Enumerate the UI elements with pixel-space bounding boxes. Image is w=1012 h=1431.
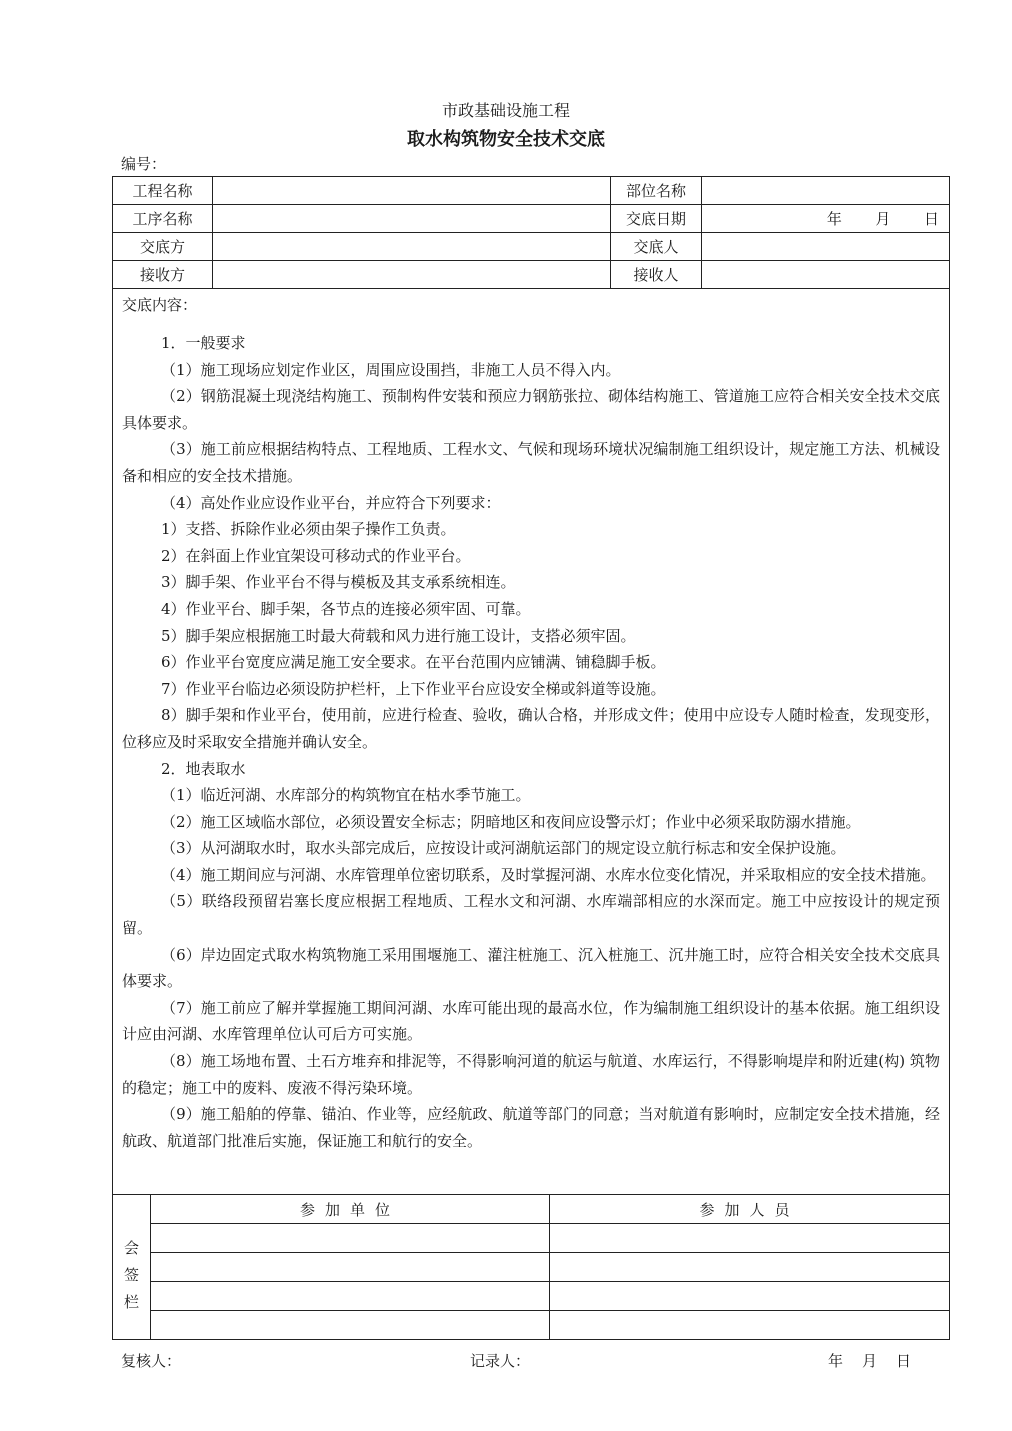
side-char: 签 — [123, 1265, 139, 1284]
unit-cell[interactable] — [151, 1282, 550, 1311]
person-cell[interactable] — [550, 1311, 950, 1340]
issuer-value[interactable] — [213, 233, 611, 261]
content-paragraph: 3）脚手架、作业平台不得与模板及其支承系统相连。 — [161, 573, 516, 592]
countersign-row — [113, 1224, 950, 1253]
process-name-value[interactable] — [213, 205, 611, 233]
info-row-issuer — [113, 233, 950, 261]
receiver-person-label: 接收人 — [611, 261, 702, 289]
project-name-label: 工程名称 — [113, 177, 213, 205]
content-section — [112, 289, 950, 1195]
receiver-value[interactable] — [213, 261, 611, 289]
date-day: 日 — [923, 210, 939, 228]
info-row-receiver — [113, 261, 950, 289]
content-paragraph: （7）施工前应了解并掌握施工期间河湖、水库可能出现的最高水位，作为编制施工组织设计的基本依据。施工组织设计应由河湖、水库管理单位认可后方可实施。 — [122, 998, 940, 1044]
countersign-row — [113, 1282, 950, 1311]
content-paragraph: （3）从河湖取水时，取水头部完成后，应按设计或河湖航运部门的规定设立航行标志和安全保护设施。 — [161, 839, 846, 858]
content-paragraph: 4）作业平台、脚手架，各节点的连接必须牢固、可靠。 — [161, 599, 531, 618]
issuer-label: 交底方 — [113, 233, 213, 261]
reviewer-label: 复核人： — [121, 1352, 182, 1370]
content-paragraph: 5）脚手架应根据施工时最大荷载和风力进行施工设计，支搭必须牢固。 — [161, 626, 636, 645]
content-paragraph: （1）施工现场应划定作业区，周围应设围挡，非施工人员不得入内。 — [161, 360, 621, 379]
content-paragraph: （2）施工区域临水部位，必须设置安全标志；阴暗地区和夜间应设警示灯；作业中必须采取防溺水措施。 — [161, 812, 861, 831]
content-paragraph: （2）钢筋混凝土现浇结构施工、预制构件安装和预应力钢筋张拉、砌体结构施工、管道施工应符合相关安全技术交底具体要求。 — [122, 387, 940, 432]
content-paragraph: （5）联络段预留岩塞长度应根据工程地质、工程水文和河湖、水库端部相应的水深而定。施工中应按设计的规定预留。 — [122, 892, 940, 938]
content-paragraph: 8）脚手架和作业平台，使用前，应进行检查、验收，确认合格，并形成文件；使用中应设专人随时检查，发现变形，位移应及时采取安全措施并确认安全。 — [122, 706, 940, 751]
content-paragraph: 2）在斜面上作业宜架设可移动式的作业平台。 — [161, 546, 471, 565]
side-char: 会 — [123, 1238, 139, 1257]
unit-cell[interactable] — [151, 1224, 550, 1253]
position-name-label: 部位名称 — [611, 177, 702, 205]
content-paragraph: 7）作业平台临边必须设防护栏杆，上下作业平台应设安全梯或斜道等设施。 — [161, 679, 666, 698]
receiver-label: 接收方 — [113, 261, 213, 289]
unit-cell[interactable] — [151, 1311, 550, 1340]
info-row-project — [113, 177, 950, 205]
content-paragraph: （6）岸边固定式取水构筑物施工采用围堰施工、灌注桩施工、沉入桩施工、沉井施工时，应符合相关安全技术交底具体要求。 — [122, 945, 940, 991]
content-paragraph: （3）施工前应根据结构特点、工程地质、工程水文、气候和现场环境状况编制施工组织设计，规定施工方法、机械设备和相应的安全技术措施。 — [122, 440, 940, 485]
side-char: 栏 — [123, 1292, 139, 1311]
project-name-value[interactable] — [213, 177, 611, 205]
person-cell[interactable] — [550, 1282, 950, 1311]
footer-month: 月 — [862, 1352, 878, 1370]
date-value[interactable] — [702, 205, 950, 233]
project-info-table — [112, 176, 950, 289]
participating-person-header: 参加人员 — [550, 1195, 950, 1224]
content-paragraph: （9）施工船舶的停靠、锚泊、作业等，应经航政、航道等部门的同意；当对航道有影响时，应制定安全技术措施，经航政、航道部门批准后实施，保证施工和航行的安全。 — [122, 1105, 940, 1150]
date-year: 年 — [826, 210, 842, 228]
document-subtitle: 市政基础设施工程 — [441, 101, 570, 120]
content-paragraph: 6）作业平台宽度应满足施工安全要求。在平台范围内应铺满、铺稳脚手板。 — [161, 653, 666, 672]
content-paragraph: （4）高处作业应设作业平台，并应符合下列要求： — [161, 493, 501, 512]
serial-number-label: 编号： — [121, 155, 167, 173]
document-title: 取水构筑物安全技术交底 — [407, 129, 605, 150]
countersign-side-label — [113, 1195, 151, 1340]
content-paragraph: 2．地表取水 — [161, 759, 246, 778]
process-name-label: 工序名称 — [113, 205, 213, 233]
footer-year: 年 — [828, 1352, 844, 1370]
person-cell[interactable] — [550, 1224, 950, 1253]
receiver-person-value[interactable] — [702, 261, 950, 289]
issuer-person-value[interactable] — [702, 233, 950, 261]
content-body — [122, 330, 940, 1154]
participating-unit-header: 参加单位 — [151, 1195, 550, 1224]
content-paragraph: （1）临近河湖、水库部分的构筑物宜在枯水季节施工。 — [161, 786, 531, 805]
countersign-row — [113, 1311, 950, 1340]
position-name-value[interactable] — [702, 177, 950, 205]
info-row-process — [113, 205, 950, 233]
countersign-table — [112, 1194, 950, 1340]
content-paragraph: 1．一般要求 — [161, 334, 246, 352]
content-label: 交底内容： — [122, 296, 198, 314]
content-paragraph: （4）施工期间应与河湖、水库管理单位密切联系，及时掌握河湖、水库水位变化情况，并采取相应的安全技术措施。 — [161, 865, 936, 884]
countersign-row — [113, 1253, 950, 1282]
content-paragraph: （8）施工场地布置、土石方堆弃和排泥等，不得影响河道的航运与航道、水库运行，不得影响堤岸和附近建(构) 筑物的稳定；施工中的废料、废液不得污染环境。 — [122, 1052, 940, 1097]
date-label: 交底日期 — [611, 205, 702, 233]
issuer-person-label: 交底人 — [611, 233, 702, 261]
countersign-header-row — [113, 1195, 950, 1224]
content-paragraph: 1）支搭、拆除作业必须由架子操作工负责。 — [161, 520, 456, 539]
footer-day: 日 — [896, 1352, 912, 1370]
recorder-label: 记录人： — [470, 1352, 531, 1370]
unit-cell[interactable] — [151, 1253, 550, 1282]
date-month: 月 — [875, 210, 891, 228]
person-cell[interactable] — [550, 1253, 950, 1282]
